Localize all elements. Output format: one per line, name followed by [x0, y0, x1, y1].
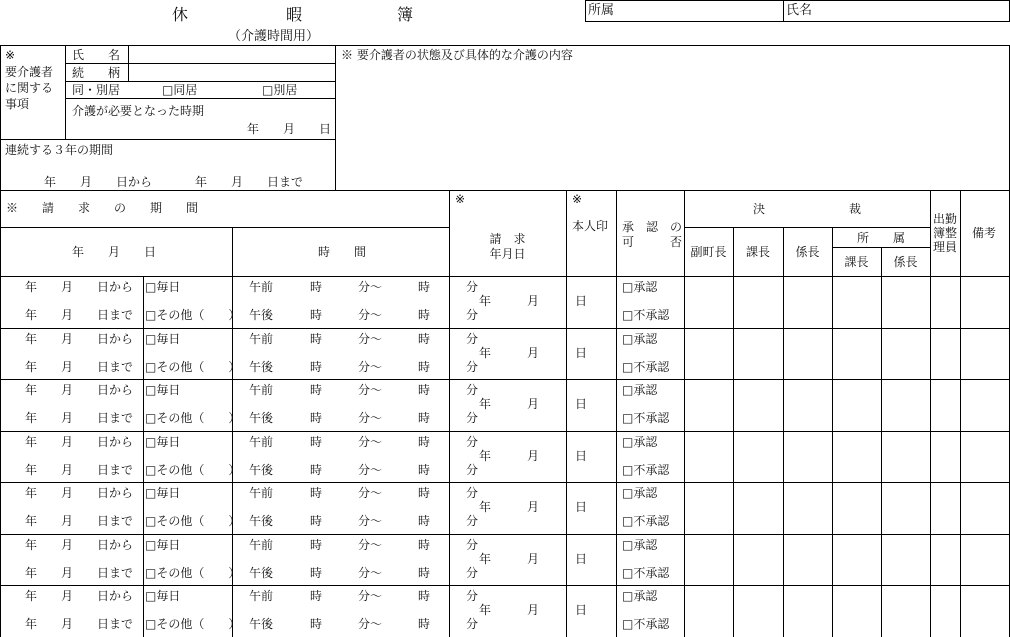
attendance-header: 理員: [933, 240, 958, 254]
approved-checkbox[interactable]: □承認: [622, 280, 658, 294]
row-from-date[interactable]: 年 月 日から: [25, 434, 134, 449]
row-to-date[interactable]: 年 月 日まで: [25, 565, 134, 580]
rejected-checkbox[interactable]: □不承認: [622, 565, 670, 580]
row-to-date[interactable]: 年 月 日まで: [25, 359, 134, 374]
row-divider: [0, 431, 1010, 432]
dept-chief-header: 課長: [844, 255, 869, 269]
approval-header: 承 認 の: [622, 220, 683, 234]
care-label: 事項: [5, 97, 30, 111]
name-field-label: 氏 名: [72, 48, 121, 62]
row-from-date[interactable]: 年 月 日から: [25, 383, 134, 397]
other-checkbox[interactable]: □その他（ ）: [145, 462, 241, 477]
am-time-field[interactable]: 時 分〜 時 分: [310, 537, 479, 552]
seal-header: 本人印: [572, 219, 609, 233]
daily-checkbox[interactable]: □毎日: [145, 383, 181, 397]
care-state-label: ※ 要介護者の状態及び具体的な介護の内容: [341, 48, 573, 62]
page-subtitle: （介護時間用）: [228, 29, 320, 44]
daily-checkbox[interactable]: □毎日: [145, 589, 181, 603]
rejected-checkbox[interactable]: □不承認: [622, 359, 670, 374]
daily-checkbox[interactable]: □毎日: [145, 486, 181, 500]
period-label: 連続する３年の期間: [5, 143, 114, 157]
approved-checkbox[interactable]: □承認: [622, 537, 658, 552]
row-divider: [0, 534, 1010, 535]
rejected-checkbox[interactable]: □不承認: [622, 308, 670, 322]
rejected-checkbox[interactable]: □不承認: [622, 617, 670, 631]
pm-label: 午後: [249, 411, 274, 425]
period-from[interactable]: 年 月 日から: [44, 175, 153, 189]
name-label: 氏名: [786, 3, 813, 18]
attendance-header: 出勤: [933, 212, 958, 226]
care-label: に関する: [5, 81, 54, 95]
am-label: 午前: [249, 434, 274, 449]
daily-checkbox[interactable]: □毎日: [145, 434, 181, 449]
approved-checkbox[interactable]: □承認: [622, 331, 658, 346]
same-living-checkbox[interactable]: □同居: [162, 83, 198, 97]
row-divider: [0, 585, 1010, 586]
remarks-header: 備考: [972, 226, 997, 240]
period-to[interactable]: 年 月 日まで: [195, 175, 304, 189]
request-date-field[interactable]: 年 月 日: [479, 448, 588, 463]
vice-mayor-header: 副町長: [690, 245, 727, 259]
other-checkbox[interactable]: □その他（ ）: [145, 411, 241, 425]
title-char: 簿: [397, 5, 414, 24]
am-time-field[interactable]: 時 分〜 時 分: [310, 486, 479, 500]
row-to-date[interactable]: 年 月 日まで: [25, 514, 134, 528]
date-column-header: 年 月 日: [72, 245, 157, 259]
care-label: 要介護者: [5, 65, 54, 79]
request-date-field[interactable]: 年 月 日: [479, 397, 588, 411]
row-to-date[interactable]: 年 月 日まで: [25, 308, 134, 322]
time-column-header: 時 間: [318, 245, 367, 259]
pm-time-field[interactable]: 時 分〜 時 分: [310, 308, 479, 322]
row-from-date[interactable]: 年 月 日から: [25, 331, 134, 346]
pm-label: 午後: [249, 462, 274, 477]
approved-checkbox[interactable]: □承認: [622, 589, 658, 603]
daily-checkbox[interactable]: □毎日: [145, 331, 181, 346]
am-label: 午前: [249, 537, 274, 552]
pm-time-field[interactable]: 時 分〜 時 分: [310, 514, 479, 528]
row-divider: [0, 328, 1010, 329]
request-date-field[interactable]: 年 月 日: [479, 294, 588, 308]
approved-checkbox[interactable]: □承認: [622, 434, 658, 449]
living-field-label: 同・別居: [72, 83, 121, 97]
sub-chief-header: 係長: [795, 245, 820, 259]
am-time-field[interactable]: 時 分〜 時 分: [310, 383, 479, 397]
pm-label: 午後: [249, 514, 274, 528]
pm-time-field[interactable]: 時 分〜 時 分: [310, 617, 479, 631]
approved-checkbox[interactable]: □承認: [622, 383, 658, 397]
decision-header: 決 裁: [752, 202, 861, 216]
pm-time-field[interactable]: 時 分〜 時 分: [310, 359, 479, 374]
am-time-field[interactable]: 時 分〜 時 分: [310, 434, 479, 449]
rejected-checkbox[interactable]: □不承認: [622, 462, 670, 477]
pm-label: 午後: [249, 565, 274, 580]
row-to-date[interactable]: 年 月 日まで: [25, 411, 134, 425]
other-checkbox[interactable]: □その他（ ）: [145, 514, 241, 528]
section-chief-header: 課長: [745, 245, 770, 259]
page-title: [0, 2, 560, 24]
separate-living-checkbox[interactable]: □別居: [262, 83, 298, 97]
approval-header: 可 否: [622, 235, 683, 249]
am-time-field[interactable]: 時 分〜 時 分: [310, 589, 479, 603]
request-date-field[interactable]: 年 月 日: [479, 500, 588, 514]
pm-time-field[interactable]: 時 分〜 時 分: [310, 462, 479, 477]
am-label: 午前: [249, 383, 274, 397]
row-to-date[interactable]: 年 月 日まで: [25, 617, 134, 631]
request-date-field[interactable]: 年 月 日: [479, 551, 588, 566]
rejected-checkbox[interactable]: □不承認: [622, 411, 670, 425]
am-label: 午前: [249, 280, 274, 294]
request-period-header: ※ 請 求 の 期 間: [6, 201, 199, 215]
row-from-date[interactable]: 年 月 日から: [25, 486, 134, 500]
row-from-date[interactable]: 年 月 日から: [25, 589, 134, 603]
pm-label: 午後: [249, 359, 274, 374]
row-from-date[interactable]: 年 月 日から: [25, 537, 134, 552]
am-time-field[interactable]: 時 分〜 時 分: [310, 280, 479, 294]
other-checkbox[interactable]: □その他（ ）: [145, 565, 241, 580]
pm-time-field[interactable]: 時 分〜 時 分: [310, 565, 479, 580]
request-date-header: 年月日: [489, 247, 526, 261]
need-period-label: 介護が必要となった時期: [72, 104, 205, 118]
dept-label: 所属: [588, 3, 615, 18]
mark: ※: [572, 192, 583, 206]
daily-checkbox[interactable]: □毎日: [145, 280, 181, 294]
relation-field-label: 続 柄: [72, 66, 121, 80]
mark: ※: [455, 192, 466, 206]
title-char: 暇: [286, 5, 303, 24]
am-label: 午前: [249, 486, 274, 500]
row-divider: [0, 482, 1010, 483]
pm-label: 午後: [249, 617, 274, 631]
am-label: 午前: [249, 589, 274, 603]
mark: ※: [5, 48, 16, 62]
other-checkbox[interactable]: □その他（ ）: [145, 308, 241, 322]
am-time-field[interactable]: 時 分〜 時 分: [310, 331, 479, 346]
dept-group-header: 所 属: [856, 231, 905, 245]
row-divider: [0, 379, 1010, 380]
other-checkbox[interactable]: □その他（ ）: [145, 617, 241, 631]
row-to-date[interactable]: 年 月 日まで: [25, 462, 134, 477]
rejected-checkbox[interactable]: □不承認: [622, 514, 670, 528]
title-char: 休: [172, 5, 189, 24]
attendance-header: 簿整: [933, 226, 958, 240]
row-from-date[interactable]: 年 月 日から: [25, 280, 134, 294]
request-date-header: 請 求: [489, 232, 526, 246]
daily-checkbox[interactable]: □毎日: [145, 537, 181, 552]
request-date-field[interactable]: 年 月 日: [479, 603, 588, 617]
approved-checkbox[interactable]: □承認: [622, 486, 658, 500]
pm-label: 午後: [249, 308, 274, 322]
other-checkbox[interactable]: □その他（ ）: [145, 359, 241, 374]
pm-time-field[interactable]: 時 分〜 時 分: [310, 411, 479, 425]
dept-sub-header: 係長: [893, 255, 918, 269]
am-label: 午前: [249, 331, 274, 346]
request-date-field[interactable]: 年 月 日: [479, 345, 588, 360]
need-date-field[interactable]: 年 月 日: [247, 122, 332, 136]
